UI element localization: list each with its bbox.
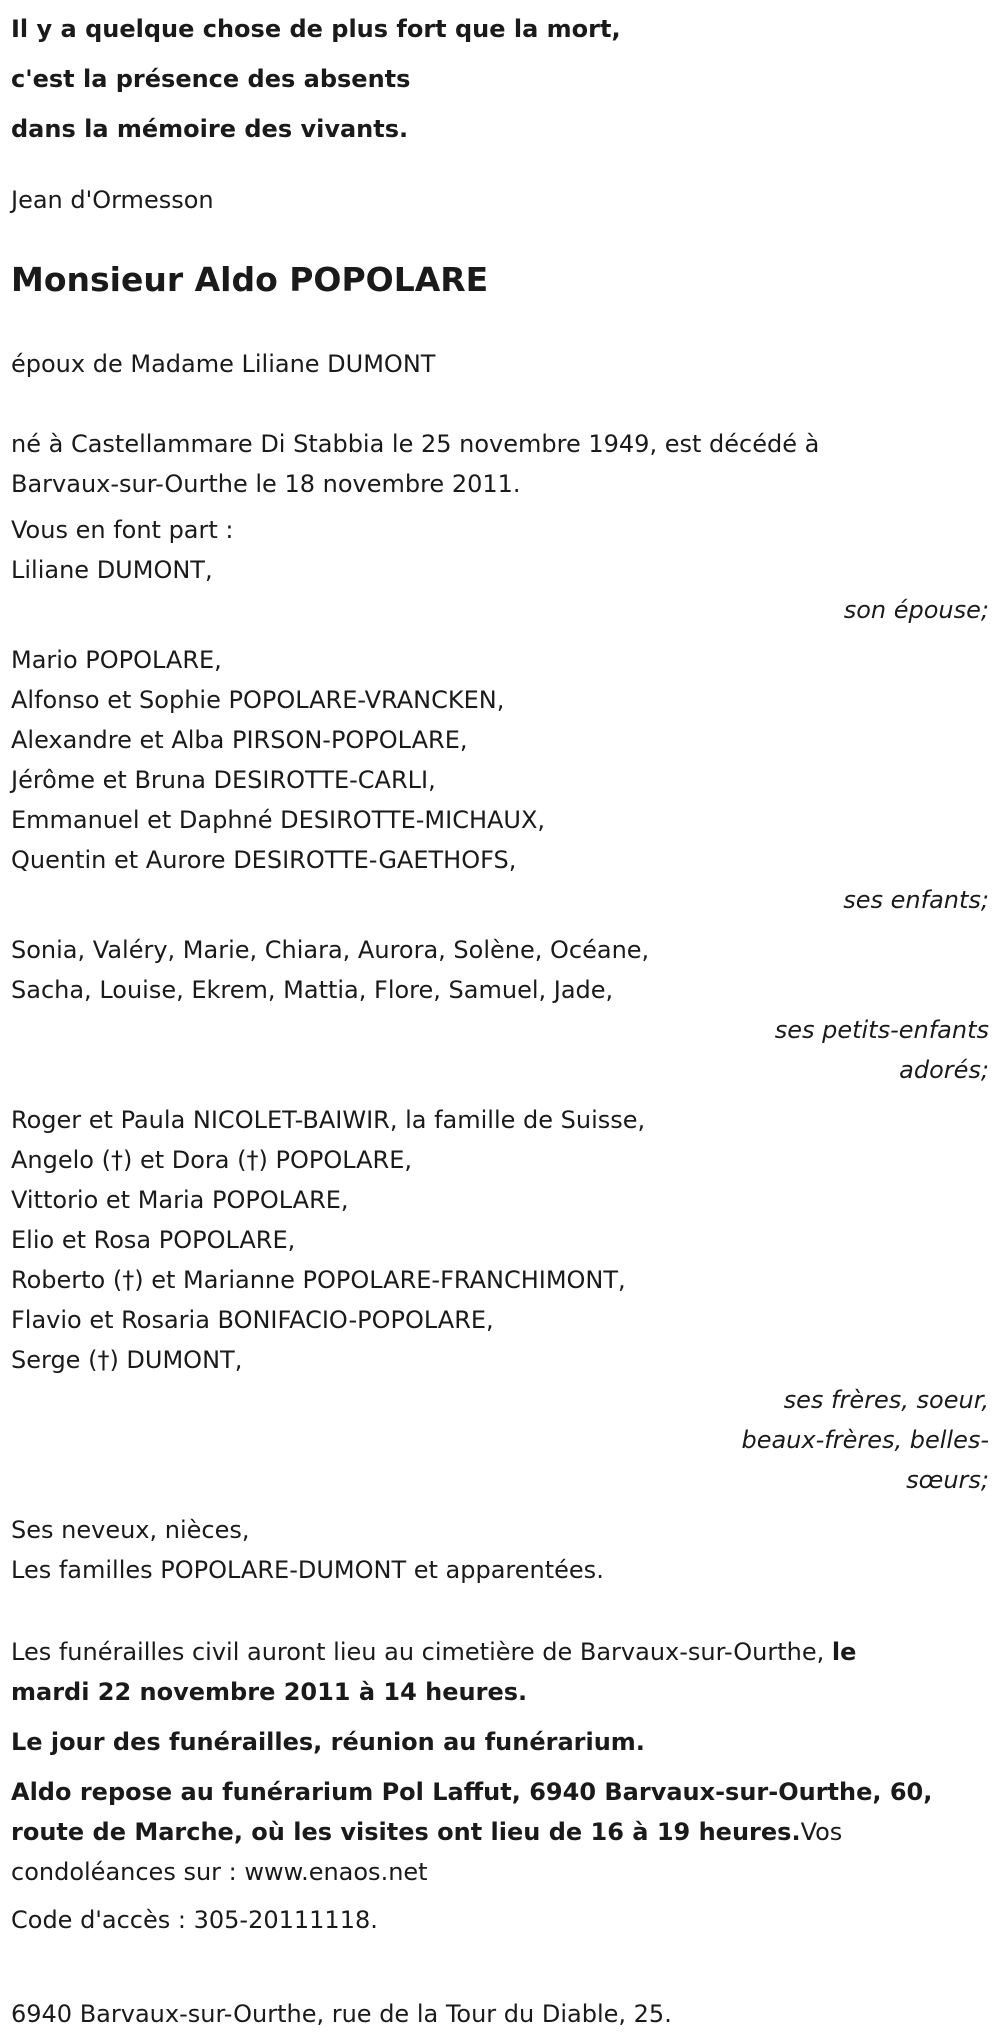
access-code: Code d'accès : 305-20111118. (11, 1906, 378, 1934)
condolences-lead: Vos (800, 1818, 843, 1846)
family-member: Sacha, Louise, Ekrem, Mattia, Flore, Samuel, Jade, (11, 976, 614, 1004)
family-line: Ses neveux, nièces, (11, 1516, 250, 1544)
role-line: ses enfants; (843, 886, 989, 914)
family-member: Serge (†) DUMONT, (11, 1346, 243, 1374)
role-line: ses frères, soeur, (783, 1386, 989, 1414)
funeral-date-lead: le (831, 1638, 857, 1666)
family-member: Mario POPOLARE, (11, 646, 222, 674)
visit-info (11, 1772, 991, 1892)
quote-line: c'est la présence des absents (11, 65, 411, 93)
family-member: Alexandre et Alba PIRSON-POPOLARE, (11, 726, 468, 754)
family-group-siblings (11, 1100, 991, 1380)
funeral-date: mardi 22 novembre 2011 à 14 heures. (11, 1678, 528, 1706)
condolences-line: condoléances sur : www.enaos.net (11, 1858, 428, 1886)
role-line: beaux-frères, belles- (741, 1426, 989, 1454)
deceased-name: Monsieur Aldo POPOLARE (11, 260, 489, 299)
family-member: Roger et Paula NICOLET-BAIWIR, la famille de Suisse, (11, 1106, 646, 1134)
family-member: Quentin et Aurore DESIROTTE-GAETHOFS, (11, 846, 517, 874)
family-line: Les familles POPOLARE-DUMONT et apparentées. (11, 1556, 604, 1584)
family-member: Jérôme et Bruna DESIROTTE-CARLI, (11, 766, 436, 794)
family-member: Elio et Rosa POPOLARE, (11, 1226, 296, 1254)
role-line: adorés; (899, 1056, 989, 1084)
role-label-spouse (11, 590, 989, 630)
birth-line: né à Castellammare Di Stabbia le 25 novembre 1949, est décédé à (11, 430, 820, 458)
family-member: Sonia, Valéry, Marie, Chiara, Aurora, Solène, Océane, (11, 936, 650, 964)
birth-death-info (11, 424, 991, 504)
family-member: Angelo (†) et Dora (†) POPOLARE, (11, 1146, 413, 1174)
funeral-line (11, 1632, 991, 1672)
extended-family (11, 1510, 991, 1590)
role-label-children (11, 880, 989, 920)
quote-line: dans la mémoire des vivants. (11, 115, 409, 143)
funeral-text: Les funérailles civil auront lieu au cimetière de Barvaux-sur-Ourthe, (11, 1638, 825, 1666)
family-member: Alfonso et Sophie POPOLARE-VRANCKEN, (11, 686, 505, 714)
quote-author: Jean d'Ormesson (11, 186, 214, 214)
family-member: Emmanuel et Daphné DESIROTTE-MICHAUX, (11, 806, 546, 834)
family-group-grandchildren (11, 930, 991, 1010)
reunion-notice: Le jour des funérailles, réunion au funérarium. (11, 1728, 645, 1756)
spouse-line: époux de Madame Liliane DUMONT (11, 350, 436, 378)
family-group-spouse (11, 550, 991, 590)
obituary-document (11, 0, 991, 2034)
funeral-details (11, 1632, 991, 1712)
family-member: Vittorio et Maria POPOLARE, (11, 1186, 349, 1214)
role-line: ses petits-enfants (774, 1016, 989, 1044)
epigraph-quote (11, 0, 991, 154)
role-label-siblings (11, 1380, 989, 1500)
family-member: Flavio et Rosaria BONIFACIO-POPOLARE, (11, 1306, 494, 1334)
birth-line: Barvaux-sur-Ourthe le 18 novembre 2011. (11, 470, 521, 498)
visit-hours: route de Marche, où les visites ont lieu de 16 à 19 heures. (11, 1818, 801, 1846)
role-line: sœurs; (906, 1466, 989, 1494)
announce-heading: Vous en font part : (11, 516, 234, 544)
visit-line (11, 1812, 991, 1852)
family-member: Roberto (†) et Marianne POPOLARE-FRANCHIMONT, (11, 1266, 626, 1294)
role-line: son épouse; (843, 596, 989, 624)
visit-line: Aldo repose au funérarium Pol Laffut, 6940 Barvaux-sur-Ourthe, 60, (11, 1778, 933, 1806)
role-label-grandchildren (11, 1010, 989, 1090)
home-address: 6940 Barvaux-sur-Ourthe, rue de la Tour du Diable, 25. (11, 2000, 672, 2028)
family-member: Liliane DUMONT, (11, 556, 213, 584)
family-group-children (11, 640, 991, 880)
quote-line: Il y a quelque chose de plus fort que la mort, (11, 15, 621, 43)
